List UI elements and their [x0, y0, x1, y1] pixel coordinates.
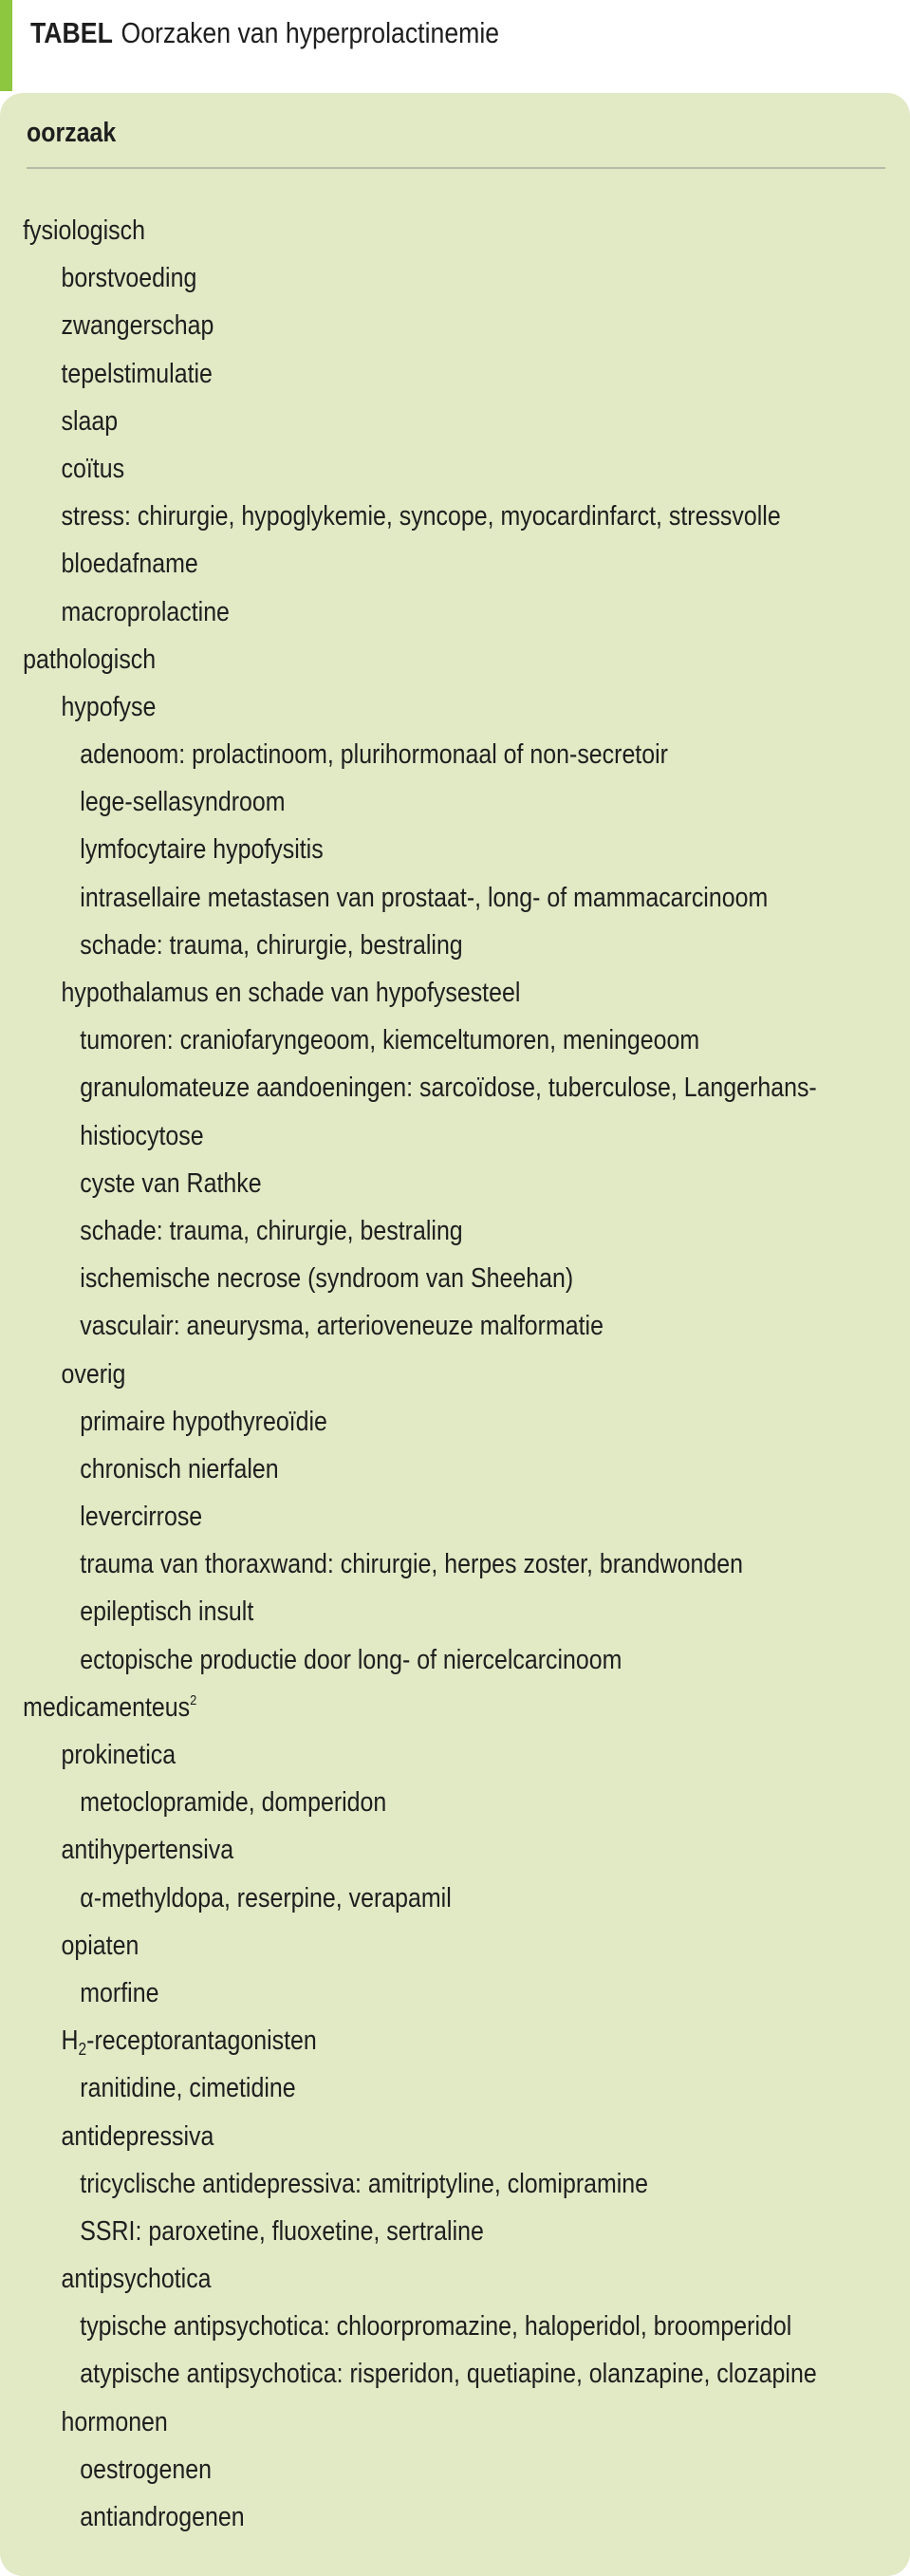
- subcategory-row: [0, 493, 783, 540]
- item-row: [0, 1493, 783, 1540]
- row-text: lege-sellasyndroom: [80, 787, 286, 818]
- item-row: [0, 2064, 783, 2112]
- item-row: [0, 1064, 817, 1111]
- header-divider: [27, 167, 885, 169]
- subcategory-row: [0, 2255, 783, 2303]
- row-text: tumoren: craniofaryngeoom, kiemceltumoren, meningeoom: [80, 1025, 700, 1056]
- title-accent-bar: [0, 0, 12, 91]
- subcategory-row: [0, 1731, 783, 1779]
- item-row: [0, 2350, 817, 2398]
- item-row: [0, 1160, 783, 1207]
- item-row: [0, 1017, 783, 1064]
- row-text: stress: chirurgie, hypoglykemie, syncope, myocardinfarct, stressvolle: [61, 501, 781, 532]
- subcategory-row: [0, 2113, 783, 2160]
- row-text: fysiologisch: [23, 215, 145, 246]
- row-text: antipsychotica: [61, 2264, 212, 2295]
- row-text: zwangerschap: [61, 310, 214, 342]
- row-text: antidepressiva: [61, 2120, 214, 2152]
- row-text: trauma van thoraxwand: chirurgie, herpes zoster, brandwonden: [80, 1549, 744, 1580]
- item-row: [0, 874, 783, 922]
- row-text: atypische antipsychotica: risperidon, quetiapine, olanzapine, clozapine: [80, 2359, 817, 2390]
- row-text: chronisch nierfalen: [80, 1453, 279, 1484]
- item-row: [0, 731, 783, 778]
- row-text: primaire hypothyreoïdie: [80, 1406, 327, 1437]
- item-row: [0, 1969, 783, 2017]
- category-row: [0, 207, 783, 254]
- row-text: epileptisch insult: [80, 1596, 254, 1628]
- subcategory-row: [0, 1922, 783, 1969]
- category-row: [0, 1684, 783, 1731]
- row-text: hypofyse: [61, 691, 157, 722]
- causes-table: [0, 93, 910, 2576]
- table-rows: [0, 207, 910, 2541]
- row-text: opiaten: [61, 1930, 139, 1961]
- footnote-marker: 2: [190, 1691, 197, 1708]
- row-text: coïtus: [61, 453, 125, 484]
- row-text: tepelstimulatie: [61, 358, 213, 389]
- row-text: antihypertensiva: [61, 1835, 234, 1866]
- row-text: antiandrogenen: [80, 2502, 245, 2532]
- category-row: [0, 636, 783, 683]
- row-text: ectopische productie door long- of niercelcarcinoom: [80, 1644, 622, 1675]
- row-text: adenoom: prolactinoom, plurihormonaal of non-secretoir: [80, 739, 668, 771]
- row-text: hypothalamus en schade van hypofysesteel: [61, 978, 521, 1008]
- row-text: bloedafname: [61, 549, 198, 580]
- item-row: [0, 826, 783, 873]
- row-text: pathologisch: [23, 644, 157, 675]
- item-row: [0, 1398, 783, 1446]
- subcategory-row: [0, 254, 783, 302]
- row-text: tricyclische antidepressiva: amitriptyline, clomipramine: [80, 2168, 649, 2199]
- row-text: granulomateuze aandoeningen: sarcoïdose, tuberculose, Langerhans-: [80, 1073, 817, 1104]
- subcategory-row: [0, 445, 783, 493]
- row-text: morfine: [80, 1977, 159, 2008]
- subcategory-row: [0, 2017, 783, 2064]
- column-header-oorzaak: oorzaak: [27, 118, 117, 148]
- row-text: prokinetica: [61, 1740, 176, 1770]
- item-row: [0, 2493, 783, 2541]
- row-text: schade: trauma, chirurgie, bestraling: [80, 1215, 463, 1246]
- subcategory-row: [0, 2399, 783, 2446]
- row-text: borstvoeding: [61, 263, 197, 294]
- subcategory-row: [0, 588, 783, 636]
- item-row: [0, 1255, 783, 1302]
- table-title-label: TABEL: [30, 16, 113, 49]
- row-text: medicamenteus: [23, 1691, 191, 1723]
- item-row: [0, 1112, 783, 1160]
- subcategory-row: [0, 683, 783, 731]
- row-text: hormonen: [61, 2406, 168, 2437]
- row-text: SSRI: paroxetine, fluoxetine, sertraline: [80, 2215, 484, 2247]
- item-row: [0, 2446, 783, 2493]
- row-text: slaap: [61, 405, 119, 437]
- item-row: [0, 1207, 783, 1255]
- item-row: [0, 2208, 783, 2255]
- row-text: histiocytose: [80, 1120, 204, 1151]
- subcategory-row: [0, 1351, 783, 1398]
- row-text: α-methyldopa, reserpine, verapamil: [80, 1882, 452, 1913]
- row-subscript: 2: [78, 2040, 87, 2060]
- row-text: ranitidine, cimetidine: [80, 2073, 296, 2104]
- item-row: [0, 1636, 783, 1684]
- row-text: ischemische necrose (syndroom van Sheehan): [80, 1263, 574, 1295]
- row-text: metoclopramide, domperidon: [80, 1787, 387, 1819]
- item-row: [0, 778, 783, 826]
- subcategory-row: [0, 540, 783, 588]
- row-text: overig: [61, 1358, 126, 1390]
- row-text-rest: -receptorantagonisten: [86, 2025, 317, 2057]
- row-text: schade: trauma, chirurgie, bestraling: [80, 929, 463, 961]
- item-row: [0, 2160, 783, 2208]
- item-row: [0, 1302, 783, 1350]
- row-text: cyste van Rathke: [80, 1167, 262, 1199]
- row-text: macroprolactine: [61, 596, 230, 627]
- subcategory-row: [0, 302, 783, 349]
- item-row: [0, 1588, 783, 1635]
- item-row: [0, 1540, 783, 1588]
- table-title-bar: [0, 0, 910, 70]
- item-row: [0, 1779, 783, 1826]
- row-text: lymfocytaire hypofysitis: [80, 834, 324, 866]
- row-text: typische antipsychotica: chloorpromazine, haloperidol, broomperidol: [80, 2311, 792, 2343]
- subcategory-row: [0, 1826, 783, 1874]
- item-row: [0, 2303, 792, 2350]
- subcategory-row: [0, 350, 783, 398]
- row-text: oestrogenen: [80, 2454, 212, 2485]
- item-row: [0, 1875, 783, 1922]
- item-row: [0, 922, 783, 969]
- table-title-text: Oorzaken van hyperprolactinemie: [121, 16, 500, 49]
- row-text: levercirrose: [80, 1502, 203, 1533]
- row-text: H: [61, 2025, 79, 2057]
- item-row: [0, 1446, 783, 1493]
- subcategory-row: [0, 969, 783, 1017]
- subcategory-row: [0, 398, 783, 445]
- row-text: vasculair: aneurysma, arterioveneuze malformatie: [80, 1311, 604, 1342]
- table-title: [30, 14, 499, 52]
- row-text: intrasellaire metastasen van prostaat-, long- of mammacarcinoom: [80, 882, 769, 913]
